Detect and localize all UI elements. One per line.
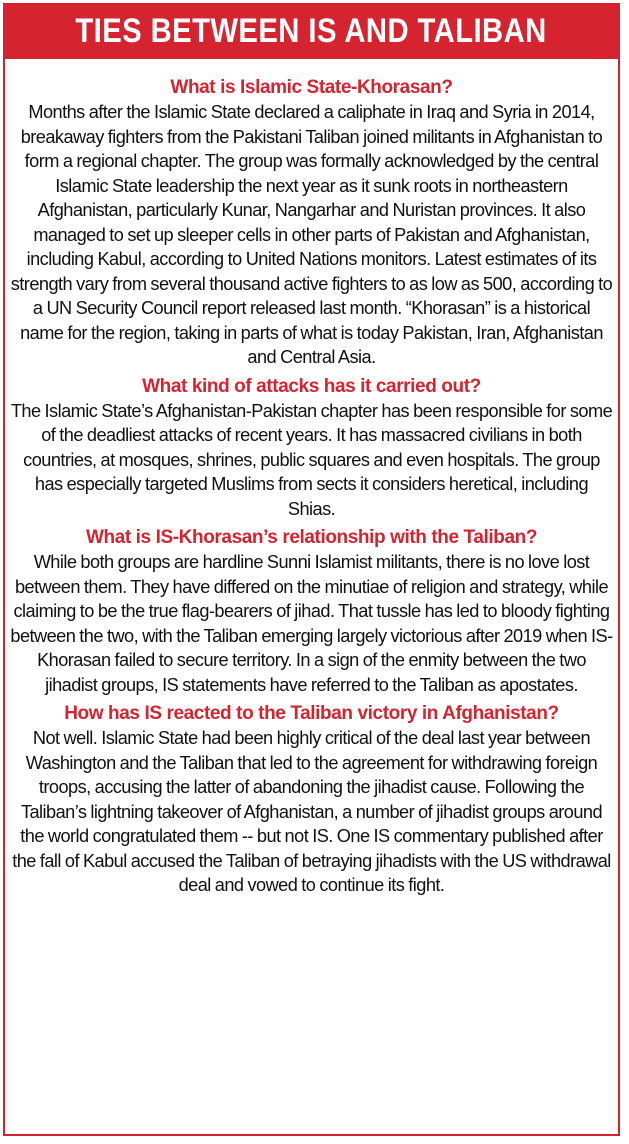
section-question: What kind of attacks has it carried out? <box>142 375 481 397</box>
article-body <box>10 76 613 903</box>
article-title: TIES BETWEEN IS AND TALIBAN <box>75 11 548 50</box>
section-question: What is Islamic State-Khorasan? <box>170 77 453 98</box>
section-question: How has IS reacted to the Taliban victory in Afghanistan? <box>64 703 559 724</box>
section-answer: The Islamic State’s Afghanistan-Pakistan chapter has been responsible for some of the deadliest attacks of recent years. It has massacred civilians in both countries, at mosques, shrines, public squares and even hospitals. The group has especially targeted Muslims from sects it considers heretical, including Shias. <box>10 400 613 519</box>
section-answer: Not well. Islamic State had been highly critical of the deal last year between Washington and the Taliban that led to the agreement for withdrawing foreign troops, accusing the latter of abandoning the jihadist cause. Following the Taliban’s lightning takeover of Afghanistan, a number of jihadist groups around the world congratulated them -- but not IS. One IS commentary published after the fall of Kabul accused the Taliban of betraying jihadists with the US withdrawal deal and vowed to continue its fight. <box>12 728 611 895</box>
title-banner <box>3 3 620 59</box>
section-answer: Months after the Islamic State declared a caliphate in Iraq and Syria in 2014, breakaway fighters from the Pakistani Taliban joined militants in Afghanistan to form a regional chapter. The group was formally acknowledged by the central Islamic State leadership the next year as it sunk roots in northeastern Afghanistan, particularly Kunar, Nangarhar and Nuristan provinces. It also managed to set up sleeper cells in other parts of Pakistan and Afghanistan, including Kabul, according to United Nations monitors. Latest estimates of its strength vary from several thousand active fighters to as low as 500, according to a UN Security Council report released last month. “Khorasan” is a historical name for the region, taking in parts of what is today Pakistan, Iran, Afghanistan and Central Asia. <box>10 102 613 367</box>
section-answer: While both groups are hardline Sunni Islamist militants, there is no love lost between them. They have differed on the minutiae of religion and strategy, while claiming to be the true flag-bearers of jihad. That tussle has led to bloody fighting between the two, with the Taliban emerging largely victorious after 2019 when IS-Khorasan failed to secure territory. In a sign of the enmity between the two jihadist groups, IS statements have referred to the Taliban as apostates. <box>10 552 613 695</box>
section-question: What is IS-Khorasan’s relationship with the Taliban? <box>85 527 538 548</box>
